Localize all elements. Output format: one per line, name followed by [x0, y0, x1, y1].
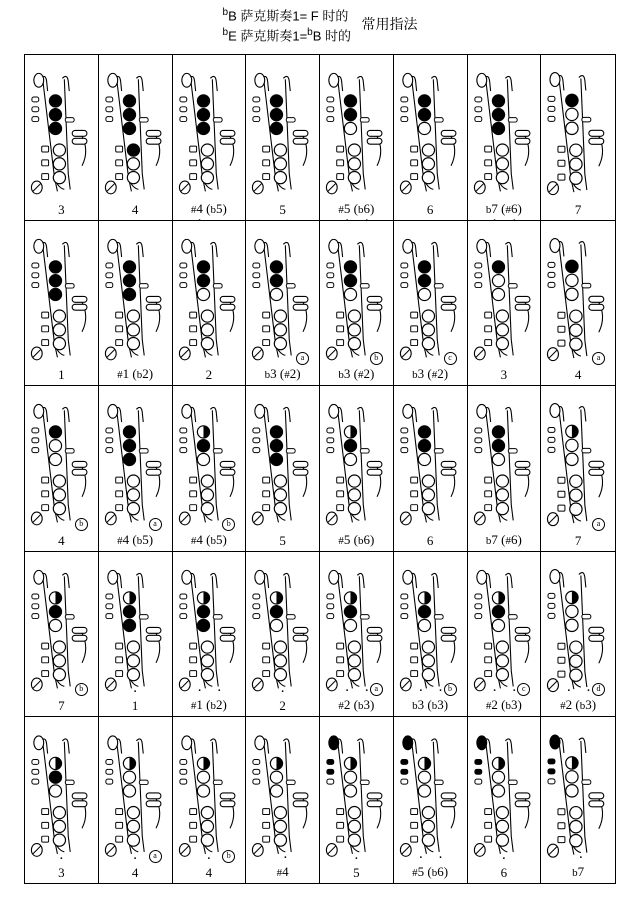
- header-line-2-text: E 萨克斯奏1=: [228, 28, 308, 44]
- variant-badge: c: [517, 683, 530, 696]
- variant-badge: a: [592, 518, 605, 531]
- fingering-cell: [173, 717, 247, 883]
- note-label: #· 5 (b· 6): [394, 865, 467, 880]
- saxophone-fingering-diagram: [468, 55, 541, 220]
- note-label: 6: [426, 532, 434, 548]
- fingering-cell: [394, 55, 468, 221]
- note-label: #· 4: [246, 865, 319, 880]
- fingering-cell: [541, 552, 615, 718]
- note-label: · 2: [246, 699, 319, 713]
- flat-sign-3: b: [307, 27, 313, 39]
- fingering-cell: [246, 552, 320, 718]
- note-label: #4 · (b5): [173, 202, 246, 217]
- variant-badge: d: [592, 683, 605, 696]
- note-label: b3 (#2): [338, 366, 375, 382]
- note-label: · 1: [99, 699, 172, 713]
- note-label: b· 7: [541, 865, 615, 880]
- note-label: · 6: [468, 866, 541, 880]
- note-label: 7: [574, 532, 582, 548]
- fingering-cell: [25, 552, 99, 718]
- fingering-cell: [99, 386, 173, 552]
- saxophone-fingering-diagram: [246, 55, 319, 220]
- fingering-cell: [173, 552, 247, 718]
- saxophone-fingering-diagram: [320, 386, 393, 551]
- fingering-cell: [320, 552, 394, 718]
- note-label: #4 (b5): [117, 531, 154, 547]
- note-label: #· 2 (b· 3): [320, 698, 393, 713]
- note-label: #· 2 (b· 3): [468, 698, 541, 713]
- note-label: b· 3 (b· 3): [394, 698, 467, 713]
- fingering-cell: [25, 717, 99, 883]
- fingering-cell: [468, 552, 542, 718]
- fingering-cell: [173, 221, 247, 387]
- note-label: b7 · (#6 ·): [468, 202, 541, 217]
- note-label: · 4: [173, 866, 246, 880]
- note-label: 7: [574, 201, 582, 217]
- note-label: 4: [58, 532, 65, 548]
- fingering-cell: [320, 717, 394, 883]
- note-label: b3 (#2): [264, 366, 301, 382]
- header-line-1: [223, 4, 352, 24]
- variant-badge: a: [296, 352, 309, 365]
- fingering-cell: [541, 55, 615, 221]
- note-label: · 4: [99, 866, 172, 880]
- fingering-cell: [320, 221, 394, 387]
- page-title: 常用指法: [361, 16, 418, 33]
- fingering-cell: [99, 55, 173, 221]
- variant-badge: a: [149, 850, 162, 863]
- saxophone-fingering-diagram: [394, 55, 467, 220]
- fingering-cell: [541, 386, 615, 552]
- saxophone-fingering-diagram: [99, 221, 172, 386]
- variant-badge: b: [370, 352, 383, 365]
- fingering-cell: [541, 221, 615, 387]
- fingering-cell: [246, 717, 320, 883]
- fingering-cell: [25, 221, 99, 387]
- saxophone-fingering-diagram: [99, 55, 172, 220]
- note-label: 1: [58, 367, 65, 383]
- saxophone-fingering-diagram: [394, 717, 467, 883]
- fingering-cell: [320, 386, 394, 552]
- note-label: 4 ·: [99, 203, 172, 217]
- flat-sign-1: b: [222, 7, 229, 18]
- fingering-cell: [394, 386, 468, 552]
- variant-badge: a: [592, 352, 605, 365]
- note-label: 7: [58, 698, 65, 714]
- note-label: 2: [205, 367, 213, 383]
- variant-badge: a: [370, 683, 383, 696]
- variant-badge: c: [444, 352, 457, 365]
- header-line-2-suffix: B 时的: [312, 28, 352, 44]
- variant-badge: b: [75, 683, 88, 696]
- fingering-cell: [246, 221, 320, 387]
- saxophone-fingering-diagram: [394, 386, 467, 551]
- note-label: 6: [426, 201, 434, 217]
- fingering-cell: [25, 55, 99, 221]
- saxophone-fingering-diagram: [173, 552, 246, 717]
- note-label: b3 (#2): [412, 366, 449, 382]
- saxophone-fingering-diagram: [468, 221, 541, 386]
- note-label: · 3: [25, 866, 98, 880]
- fingering-cell: [468, 717, 542, 883]
- note-label: #· 2 (b· 3): [541, 698, 615, 713]
- saxophone-fingering-diagram: [173, 55, 246, 220]
- note-label: #1 (b2): [117, 366, 154, 382]
- fingering-cell: [99, 221, 173, 387]
- header-line-2: [223, 24, 352, 44]
- fingering-cell: [468, 386, 542, 552]
- fingering-chart-grid: [24, 54, 616, 884]
- variant-badge: b: [222, 850, 235, 863]
- fingering-cell: [541, 717, 615, 883]
- note-label: #4 (b5): [190, 531, 227, 547]
- variant-badge: a: [149, 518, 162, 531]
- note-label: · 5: [320, 866, 393, 880]
- fingering-cell: [468, 55, 542, 221]
- note-label: 3: [500, 367, 508, 383]
- fingering-cell: [394, 221, 468, 387]
- saxophone-fingering-diagram: [173, 221, 246, 386]
- note-label: b7 (#6): [485, 531, 522, 547]
- saxophone-fingering-diagram: [541, 55, 615, 220]
- saxophone-fingering-diagram: [320, 55, 393, 220]
- note-label: #5 · (b6 ·): [320, 202, 393, 217]
- saxophone-fingering-diagram: [25, 221, 98, 386]
- note-label: 5: [279, 201, 286, 217]
- variant-badge: b: [75, 518, 88, 531]
- saxophone-fingering-diagram: [25, 55, 98, 220]
- fingering-cell: [246, 386, 320, 552]
- flat-sign-2: b: [222, 27, 229, 39]
- fingering-cell: [468, 221, 542, 387]
- page-header: [0, 4, 640, 45]
- fingering-cell: [99, 717, 173, 883]
- note-label: 5: [279, 532, 286, 548]
- header-line-1-text: B 萨克斯奏1= F 时的: [228, 8, 349, 24]
- variant-badge: b: [444, 683, 457, 696]
- fingering-cell: [320, 55, 394, 221]
- note-label: 4: [574, 367, 582, 383]
- fingering-cell: [394, 717, 468, 883]
- saxophone-fingering-diagram: [246, 386, 319, 551]
- note-label: #· 1 (b· 2): [173, 698, 246, 713]
- fingering-cell: [25, 386, 99, 552]
- note-label: #5 (b6): [338, 531, 375, 547]
- note-label: 3 ·: [25, 203, 98, 217]
- fingering-cell: [246, 55, 320, 221]
- fingering-cell: [173, 386, 247, 552]
- fingering-cell: [99, 552, 173, 718]
- saxophone-fingering-diagram: [468, 386, 541, 551]
- fingering-cell: [173, 55, 247, 221]
- fingering-cell: [394, 552, 468, 718]
- variant-badge: b: [222, 518, 235, 531]
